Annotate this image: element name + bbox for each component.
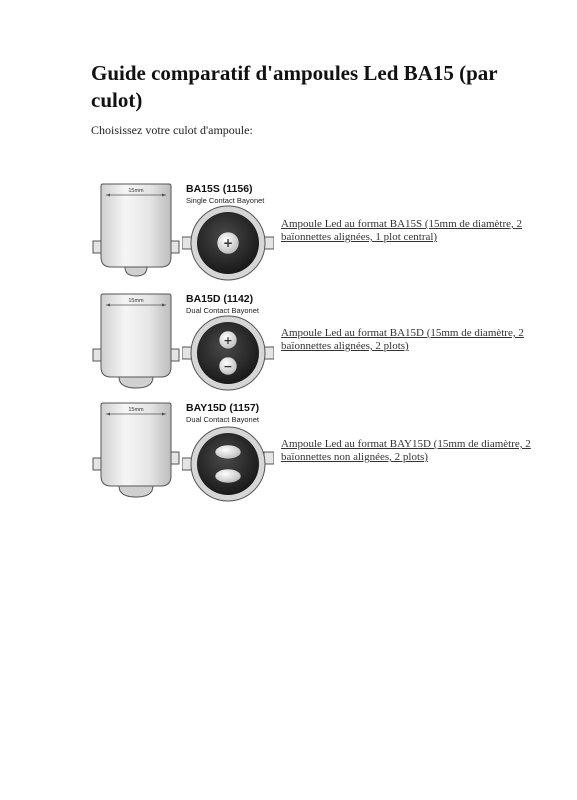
ba15d-description-link[interactable]: Ampoule Led au format BA15D (15mm de diamètre, 2 baïonnettes alignées, 2 plots) bbox=[281, 327, 524, 352]
ba15s-description-link[interactable]: Ampoule Led au format BA15S (15mm de diamètre, 2 baïonnettes alignées, 1 plot central) bbox=[281, 218, 523, 243]
bulb-entry-bay15d bbox=[0, 402, 577, 517]
bulb-entry-ba15s bbox=[0, 183, 577, 298]
bay15d-description-link[interactable]: Ampoule Led au format BAY15D (15mm de diamètre, 2 baïonnettes non alignées, 2 plots) bbox=[281, 438, 531, 463]
page-title: Guide comparatif d'ampoules Led BA15 (par culot) bbox=[91, 61, 498, 112]
bulb-entry-ba15d bbox=[0, 293, 577, 408]
bulb-base-name: BA15S (1156) bbox=[186, 183, 253, 195]
page-subtitle: Choisissez votre culot d'ampoule: bbox=[91, 123, 253, 137]
positive-contact-symbol: + bbox=[222, 236, 234, 250]
positive-contact-symbol: + bbox=[223, 334, 233, 347]
bulb-base-name: BAY15D (1157) bbox=[186, 402, 260, 414]
bay15d-side-view-illustration bbox=[92, 402, 188, 502]
bulb-contact-type: Dual Contact Bayonet bbox=[186, 306, 259, 315]
bulb-contact-type: Single Contact Bayonet bbox=[186, 196, 265, 205]
ba15d-side-view-illustration bbox=[92, 293, 188, 393]
ba15s-side-view-illustration bbox=[92, 183, 188, 283]
bay15d-bottom-view-illustration bbox=[182, 426, 274, 502]
dimension-label: 15mm bbox=[128, 188, 144, 194]
bulb-base-name: BA15D (1142) bbox=[186, 293, 254, 305]
ba15d-bottom-view-illustration bbox=[182, 315, 274, 391]
dimension-label: 15mm bbox=[128, 298, 144, 304]
dimension-label: 15mm bbox=[128, 407, 144, 413]
bulb-contact-type: Dual Contact Bayonet bbox=[186, 415, 259, 424]
negative-contact-symbol: − bbox=[223, 360, 233, 373]
ba15s-bottom-view-illustration bbox=[182, 205, 274, 281]
